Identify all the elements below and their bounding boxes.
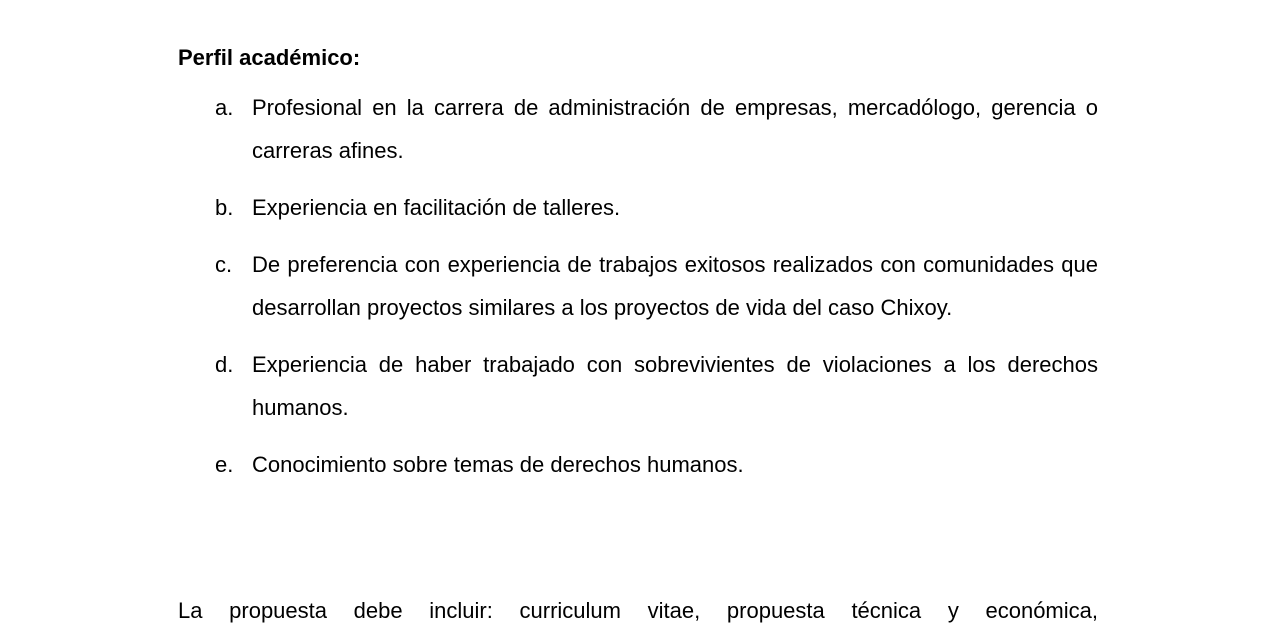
list-item <box>215 443 1098 486</box>
list-item <box>215 186 1098 229</box>
list-marker: d. <box>215 352 234 377</box>
list-item-text: Experiencia de haber trabajado con sobrevivientes de violaciones a los derechos humanos. <box>252 352 1098 420</box>
list-marker: c. <box>215 252 233 277</box>
list-marker: b. <box>215 195 234 220</box>
requirements-list <box>215 86 1098 500</box>
list-item-text: Profesional en la carrera de administración de empresas, mercadólogo, gerencia o carreras afines. <box>252 95 1098 163</box>
list-item <box>215 343 1098 429</box>
list-marker: a. <box>215 95 234 120</box>
list-item <box>215 243 1098 329</box>
list-item <box>215 86 1098 172</box>
section-heading: Perfil académico: <box>178 45 361 70</box>
list-item-text: Conocimiento sobre temas de derechos humanos. <box>252 452 744 477</box>
list-marker: e. <box>215 452 234 477</box>
closing-paragraph: La propuesta debe incluir: curriculum vitae, propuesta técnica y económica, <box>178 598 1098 623</box>
list-item-text: Experiencia en facilitación de talleres. <box>252 195 621 220</box>
document-page <box>178 0 1098 637</box>
list-item-text: De preferencia con experiencia de trabajos exitosos realizados con comunidades que desarrollan proyectos similares a los proyectos de vida del caso Chixoy. <box>252 252 1098 320</box>
